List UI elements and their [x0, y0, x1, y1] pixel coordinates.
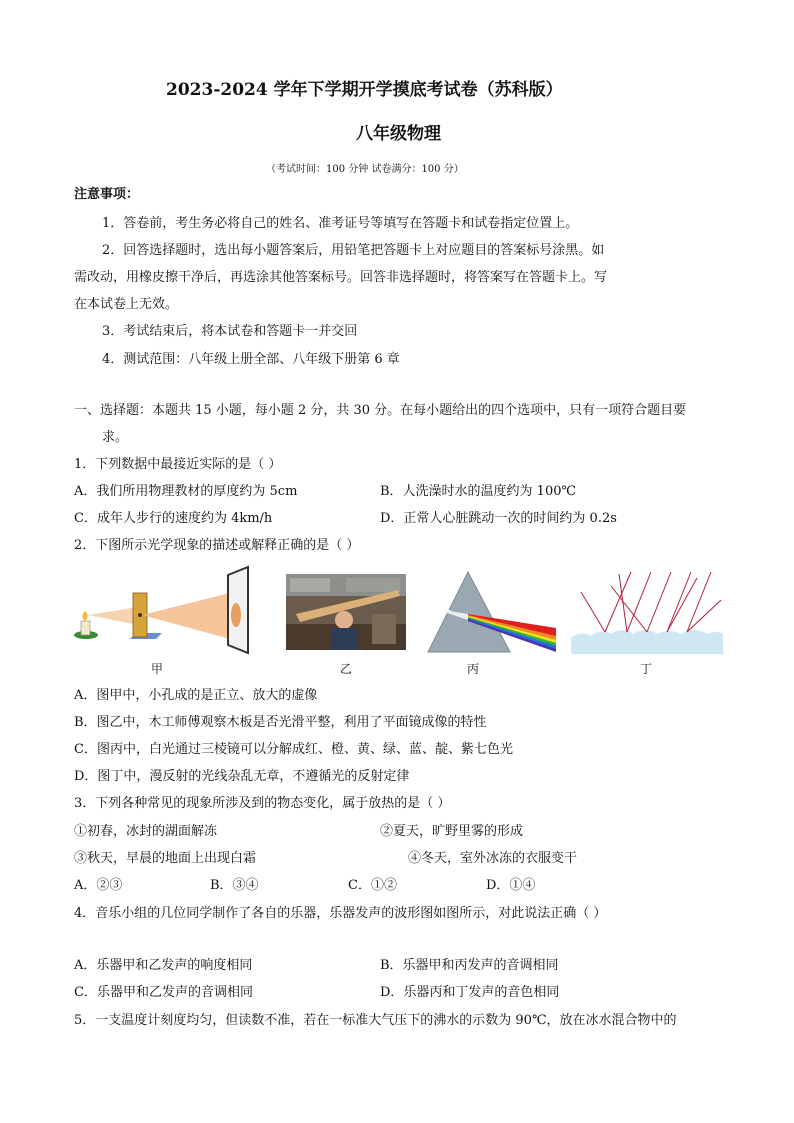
section-intro: 一、选择题：本题共 15 小题，每小题 2 分，共 30 分。在每小题给出的四个选项中，只有一项符合题目要 [74, 403, 687, 418]
caption-yi: 乙 [339, 662, 352, 676]
q4-option-d: D．乐器丙和丁发声的音色相同 [380, 985, 560, 1000]
q3-item-1: ①初春，冰封的湖面解冻 [74, 824, 218, 839]
caption-bing: 丙 [466, 662, 479, 676]
q3-option-b: B．③④ [210, 878, 259, 893]
q2-option-a: A．图甲中，小孔成的是正立、放大的虚像 [74, 688, 318, 703]
q2-stem: 2．下图所示光学现象的描述或解释正确的是（ ） [74, 538, 360, 553]
notes-heading: 注意事项： [74, 187, 140, 202]
q4-option-c: C．乐器甲和乙发声的音调相同 [74, 985, 253, 1000]
q4-option-b: B．乐器甲和丙发声的音调相同 [380, 958, 559, 973]
q2-option-d: D．图丁中，漫反射的光线杂乱无章，不遵循光的反射定律 [74, 769, 410, 784]
exam-info: （考试时间：100 分钟 试卷满分：100 分） [266, 164, 464, 175]
q3-stem: 3．下列各种常见的现象所涉及到的物态变化，属于放热的是（ ） [74, 796, 451, 811]
q3-option-d: D．①④ [486, 878, 536, 893]
exam-subject: 八年级物理 [356, 124, 441, 144]
q3-option-c: C．①② [348, 878, 397, 893]
q3-item-2: ②夏天，旷野里雾的形成 [380, 824, 524, 839]
note-4: 4．测试范围：八年级上册全部、八年级下册第 6 章 [102, 352, 400, 367]
q4-stem: 4．音乐小组的几位同学制作了各自的乐器，乐器发声的波形图如图所示，对此说法正确（ ） [74, 906, 607, 921]
figure-jia-pinhole [70, 565, 260, 655]
q2-option-b: B．图乙中，木工师傅观察木板是否光滑平整，利用了平面镜成像的特性 [74, 715, 487, 730]
note-2-cont: 需改动，用橡皮擦干净后，再选涂其他答案标号。回答非选择题时，将答案写在答题卡上。写 [74, 270, 608, 285]
q1-stem: 1．下列数据中最接近实际的是（ ） [74, 457, 282, 472]
q3-option-a: A．②③ [74, 878, 123, 893]
note-2: 2．回答选择题时，选出每小题答案后，用铅笔把答题卡上对应题目的答案标号涂黑。如 [102, 243, 605, 258]
caption-ding: 丁 [639, 662, 652, 676]
q3-item-4: ④冬天，室外冰冻的衣服变干 [408, 851, 578, 866]
figure-yi-carpenter [286, 574, 406, 650]
q1-option-d: D．正常人心脏跳动一次的时间约为 0.2s [380, 511, 617, 526]
note-3: 3．考试结束后，将本试卷和答题卡一并交回 [102, 324, 358, 339]
q1-option-a: A．我们所用物理教材的厚度约为 5cm [74, 484, 298, 499]
note-2-end: 在本试卷上无效。 [74, 297, 179, 312]
exam-title: 2023-2024 学年下学期开学摸底考试卷（苏科版） [166, 80, 563, 100]
section-intro-end: 求。 [102, 430, 129, 445]
q1-option-c: C．成年人步行的速度约为 4km/h [74, 511, 273, 526]
caption-jia: 甲 [150, 662, 163, 676]
figure-bing-prism [424, 570, 556, 654]
note-1: 1．答卷前，考生务必将自己的姓名、准考证号等填写在答题卡和试卷指定位置上。 [102, 216, 579, 231]
q1-option-b: B．人洗澡时水的温度约为 100℃ [380, 484, 577, 499]
q5-stem: 5．一支温度计刻度均匀，但读数不准，若在一标准大气压下的沸水的示数为 90℃，放在冰水混合物中的 [74, 1013, 677, 1028]
q3-item-3: ③秋天，早晨的地面上出现白霜 [74, 851, 257, 866]
figure-ding-diffuse-reflection [571, 570, 723, 654]
q2-option-c: C．图丙中，白光通过三棱镜可以分解成红、橙、黄、绿、蓝、靛、紫七色光 [74, 742, 513, 757]
q4-option-a: A．乐器甲和乙发声的响度相同 [74, 958, 253, 973]
